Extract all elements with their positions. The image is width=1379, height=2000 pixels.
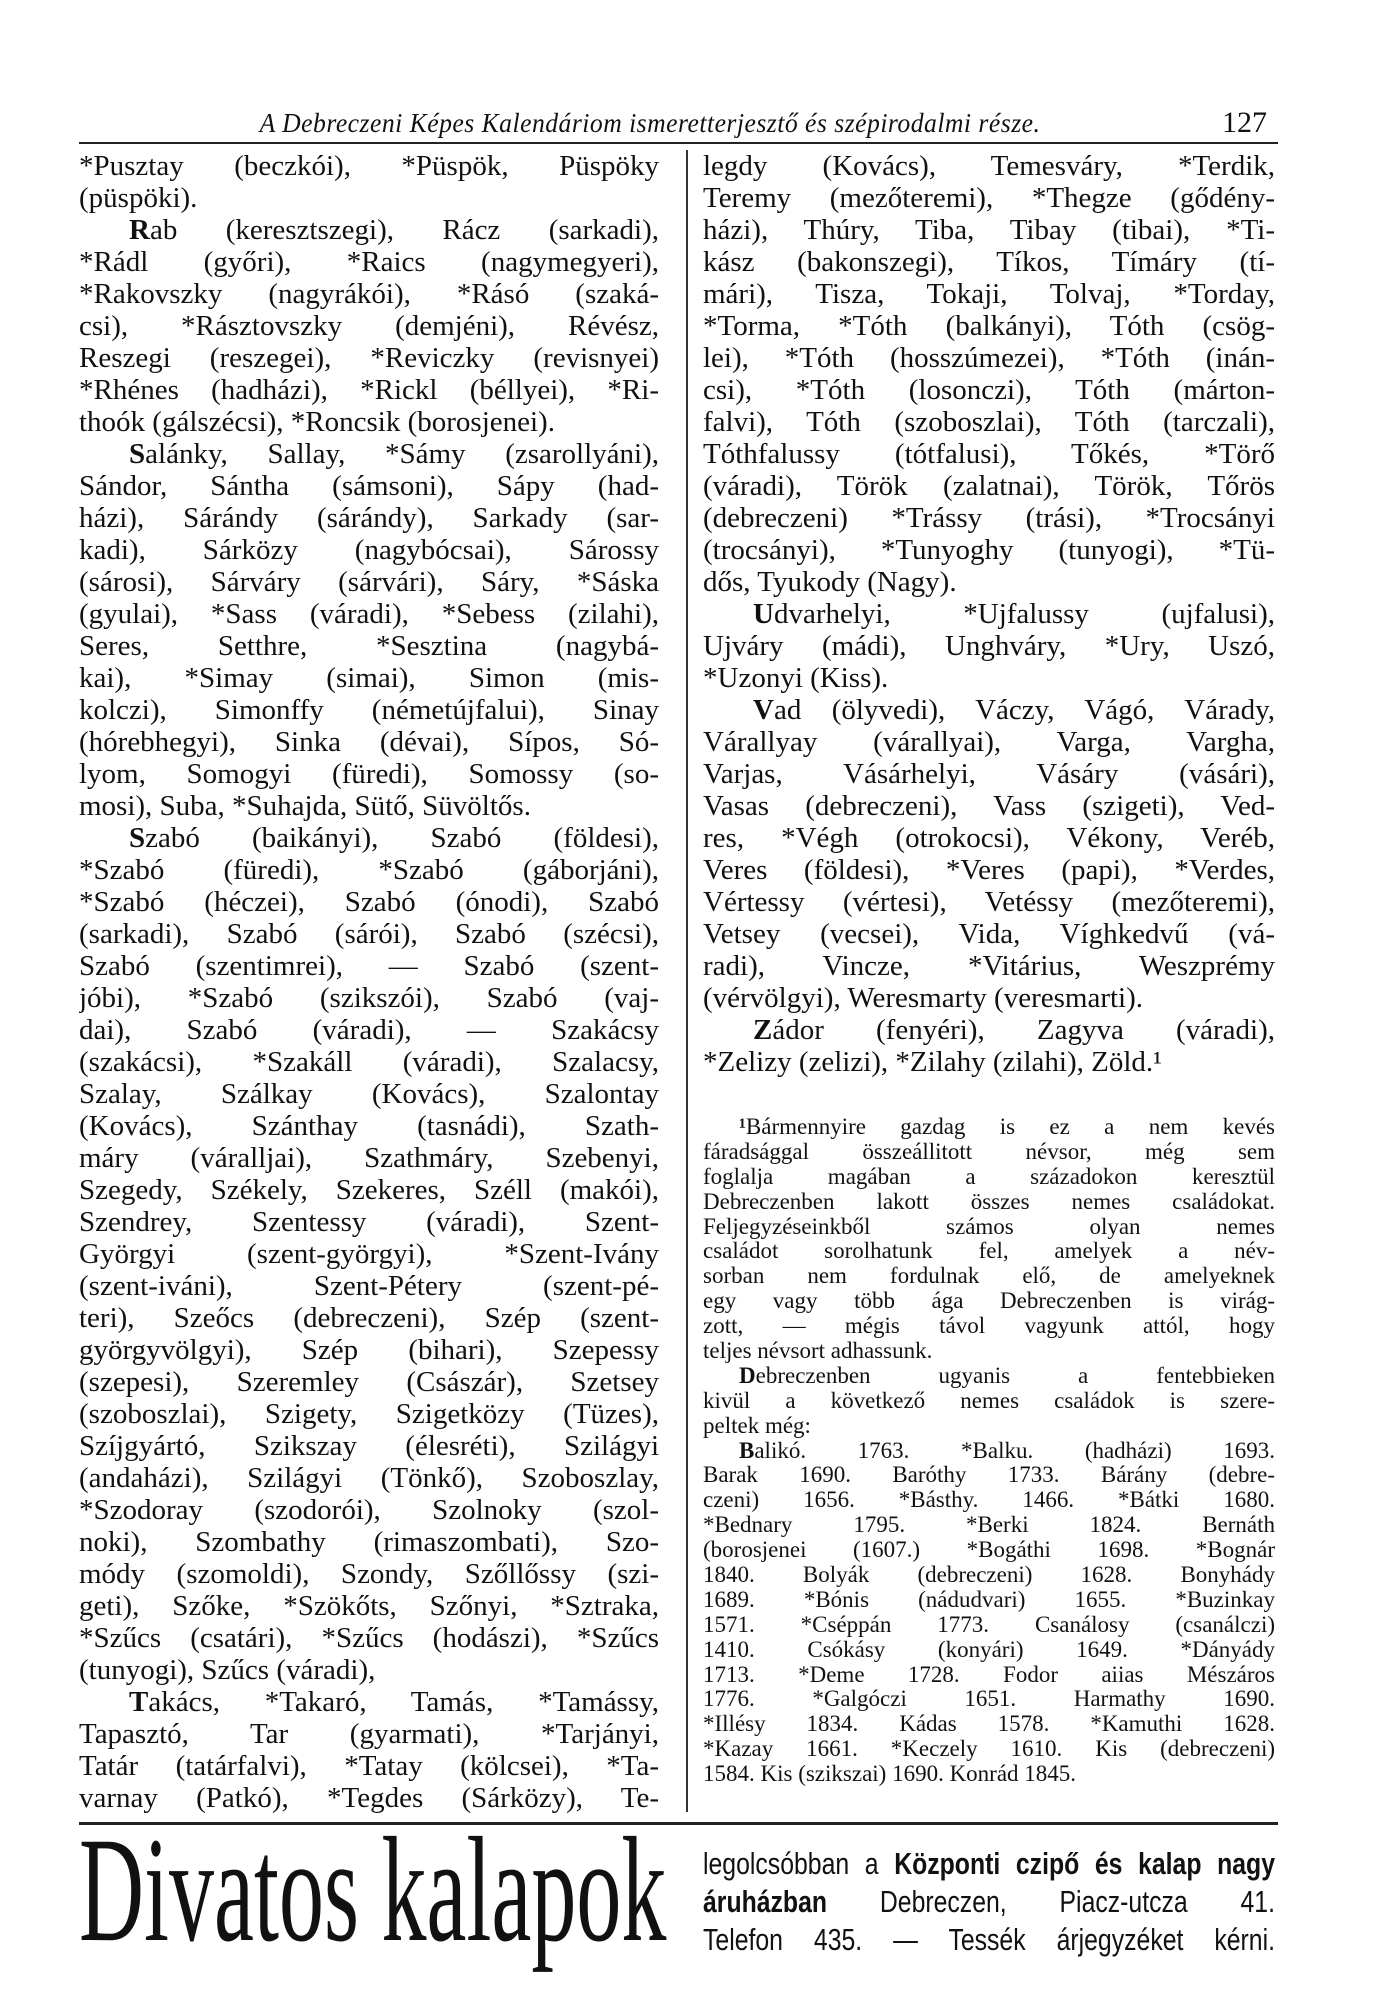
advertisement-text (703, 1845, 1275, 1959)
text-line: *Rhénes (hadházi), *Rickl (béllyei), *Ri- (79, 374, 659, 406)
text-line: Vetsey (vecsei), Vida, Víghkedvű (vá- (703, 918, 1275, 950)
footnote (703, 1115, 1275, 1787)
text-line: 1840. Bolyák (debreczeni) 1628. Bonyhády (703, 1563, 1275, 1588)
text-line: *Rakovszky (nagyrákói), *Rásó (szaká- (79, 278, 659, 310)
text-line: *Szodoray (szodorói), Szolnoky (szol- (79, 1494, 659, 1526)
text-line: peltek még: (703, 1413, 811, 1438)
text-line: *Torma, *Tóth (balkányi), Tóth (csög- (703, 310, 1275, 342)
text-line: thoók (gálszécsi), *Roncsik (borosjenei). (79, 406, 555, 438)
text-line: máry (váralljai), Szathmáry, Szebenyi, (79, 1142, 659, 1174)
text-line: 1584. Kis (szikszai) 1690. Konrád 1845. (703, 1762, 1077, 1787)
right-column (703, 150, 1275, 1078)
text-line: *Szabó (füredi), *Szabó (gáborjáni), (79, 854, 659, 886)
text-line: (borosjenei (1607.) *Bogáthi 1698. *Bognár (703, 1538, 1275, 1563)
text-line: lei), *Tóth (hosszúmezei), *Tóth (inán- (703, 342, 1275, 374)
text-line: Tatár (tatárfalvi), *Tatay (kölcsei), *Ta- (79, 1750, 659, 1782)
ad-store-name: áruházban (703, 1884, 828, 1919)
text-line: házi), Thúry, Tiba, Tibay (tibai), *Ti- (703, 214, 1275, 246)
text-line: 1410. Csókásy (konyári) 1649. *Dányády (703, 1637, 1275, 1662)
text-line: dai), Szabó (váradi), — Szakácsy (79, 1014, 659, 1046)
text-line: (hórebhegyi), Sinka (dévai), Sípos, Só- (79, 726, 659, 758)
advertisement-headline: Divatos kalapok (79, 1807, 667, 1973)
text-line: *Zelizy (zelizi), *Zilahy (zilahi), Zöld.¹ (703, 1046, 1162, 1078)
text-line: (debreczeni) *Trássy (trási), *Trocsányi (703, 502, 1275, 534)
text-line: *Szabó (héczei), Szabó (ónodi), Szabó (79, 886, 659, 918)
text-line: Tóthfalussy (tótfalusi), Tőkés, *Törő (703, 438, 1275, 470)
text-line: sorban nem fordulnak elő, de amelyeknek (703, 1264, 1275, 1289)
text-line: Vasas (debreczeni), Vass (szigeti), Ved- (703, 790, 1275, 822)
text-line: Szabó (szentimrei), — Szabó (szent- (79, 950, 659, 982)
text-line: Reszegi (reszegei), *Reviczky (revisnyei) (79, 342, 659, 374)
text-line: családot sorolhatunk fel, amelyek a név- (703, 1239, 1275, 1264)
text-line: Györgyi (szent-györgyi), *Szent-Ivány (79, 1238, 659, 1270)
text-line: (váradi), Török (zalatnai), Török, Tőrös (703, 470, 1275, 502)
text-line: Szegedy, Székely, Szekeres, Széll (makói), (79, 1174, 659, 1206)
advertisement-line (703, 1921, 1275, 1959)
text-line: (gyulai), *Sass (váradi), *Sebess (zilahi), (79, 598, 659, 630)
text-line: zott, — mégis távol vagyunk attól, hogy (703, 1314, 1275, 1339)
text-line: Balikó. 1763. *Balku. (hadházi) 1693. (739, 1438, 1275, 1463)
text-line: (szent-iváni), Szent-Pétery (szent-pé- (79, 1270, 659, 1302)
ad-phone: Telefon 435. — Tessék árjegyzéket kérni. (703, 1922, 1275, 1957)
text-line: mári), Tisza, Tokaji, Tolvaj, *Torday, (703, 278, 1275, 310)
text-line: (szakácsi), *Szakáll (váradi), Szalacsy, (79, 1046, 659, 1078)
text-line: Varjas, Vásárhelyi, Vásáry (vásári), (703, 758, 1275, 790)
text-line: kivül a következő nemes családok is szere- (703, 1388, 1275, 1413)
text-line: györgyvölgyi), Szép (bihari), Szepessy (79, 1334, 659, 1366)
text-line: Debreczenben lakott összes nemes családokat. (703, 1189, 1275, 1214)
advertisement-line (703, 1845, 1275, 1883)
text-line: geti), Szőke, *Szökőts, Szőnyi, *Sztraka, (79, 1590, 659, 1622)
advertisement-line (703, 1883, 1275, 1921)
text-line: Zádor (fenyéri), Zagyva (váradi), (753, 1014, 1275, 1046)
text-line: Salánky, Sallay, *Sámy (zsarollyáni), (129, 438, 659, 470)
ad-text-part: legolcsóbban a (703, 1846, 879, 1881)
text-line: Szalay, Szálkay (Kovács), Szalontay (79, 1078, 659, 1110)
text-line: Rab (keresztszegi), Rácz (sarkadi), (129, 214, 659, 246)
text-line: (andaházi), Szilágyi (Tönkő), Szoboszlay, (79, 1462, 659, 1494)
text-line: legdy (Kovács), Temesváry, *Terdik, (703, 150, 1275, 182)
text-line: 1689. *Bónis (nádudvari) 1655. *Buzinkay (703, 1587, 1275, 1612)
text-line: Takács, *Takaró, Tamás, *Tamássy, (129, 1686, 659, 1718)
text-line: fáradsággal összeállitott névsor, még sem (703, 1139, 1275, 1164)
text-line: csi), *Tóth (losonczi), Tóth (márton- (703, 374, 1275, 406)
running-header-title: A Debreczeni Képes Kalendáriom ismeretterjesztő és szépirodalmi része. (259, 108, 1041, 138)
text-line: Feljegyzéseinkből számos olyan nemes (703, 1214, 1275, 1239)
text-line: kász (bakonszegi), Tíkos, Tímáry (tí- (703, 246, 1275, 278)
column-divider (686, 150, 688, 1812)
text-line: Debreczenben ugyanis a fentebbieken (739, 1363, 1275, 1388)
text-line: teri), Szeőcs (debreczeni), Szép (szent- (79, 1302, 659, 1334)
text-line: noki), Szombathy (rimaszombati), Szo- (79, 1526, 659, 1558)
text-line: 1571. *Cséppán 1773. Csanálosy (csanálczi) (703, 1612, 1275, 1637)
text-line: Veres (földesi), *Veres (papi), *Verdes, (703, 854, 1275, 886)
text-line: ¹Bármennyire gazdag is ez a nem kevés (739, 1115, 1275, 1139)
text-line: kai), *Simay (simai), Simon (mis- (79, 662, 659, 694)
text-line: mosi), Suba, *Suhajda, Sütő, Süvöltős. (79, 790, 531, 822)
text-line: kolczi), Simonffy (németújfalui), Sinay (79, 694, 659, 726)
left-column (79, 150, 659, 1814)
text-line: Várallyay (várallyai), Varga, Vargha, (703, 726, 1275, 758)
header-rule (79, 142, 1278, 144)
text-line: Tapasztó, Tar (gyarmati), *Tarjányi, (79, 1718, 659, 1750)
text-line: egy vagy több ága Debreczenben is virág- (703, 1289, 1275, 1314)
text-line: falvi), Tóth (szoboszlai), Tóth (tarczali), (703, 406, 1275, 438)
text-line: *Bednary 1795. *Berki 1824. Bernáth (703, 1513, 1275, 1538)
ad-store-name: Központi czipő és kalap nagy (894, 1846, 1275, 1881)
text-line: Udvarhelyi, *Ujfalussy (ujfalusi), (753, 598, 1275, 630)
text-line: *Szűcs (csatári), *Szűcs (hodászi), *Szűcs (79, 1622, 659, 1654)
text-line: foglalja magában a századokon keresztül (703, 1164, 1275, 1189)
text-line: (szepesi), Szeremley (Császár), Szetsey (79, 1366, 659, 1398)
text-line: (vérvölgyi), Weresmarty (veresmarti). (703, 982, 1144, 1014)
text-line: Szendrey, Szentessy (váradi), Szent- (79, 1206, 659, 1238)
text-line: varnay (Patkó), *Tegdes (Sárközy), Te- (79, 1782, 659, 1814)
page-number: 127 (1222, 106, 1267, 139)
text-line: dős, Tyukody (Nagy). (703, 566, 957, 598)
text-line: (sárosi), Sárváry (sárvári), Sáry, *Sáska (79, 566, 659, 598)
text-line: (Kovács), Szánthay (tasnádi), Szath- (79, 1110, 659, 1142)
text-line: (trocsányi), *Tunyoghy (tunyogi), *Tü- (703, 534, 1275, 566)
text-line: lyom, Somogyi (füredi), Somossy (so- (79, 758, 659, 790)
text-line: kadi), Sárközy (nagybócsai), Sárossy (79, 534, 659, 566)
text-line: Szabó (baikányi), Szabó (földesi), (129, 822, 659, 854)
text-line: (tunyogi), Szűcs (váradi), (79, 1654, 376, 1686)
text-line: *Pusztay (beczkói), *Püspök, Püspöky (79, 150, 659, 182)
text-line: Barak 1690. Baróthy 1733. Bárány (debre- (703, 1463, 1275, 1488)
text-line: módy (szomoldi), Szondy, Szőllőssy (szi- (79, 1558, 659, 1590)
text-line: Vértessy (vértesi), Vetéssy (mezőteremi), (703, 886, 1275, 918)
text-line: czeni) 1656. *Básthy. 1466. *Bátki 1680. (703, 1488, 1275, 1513)
text-line: *Rádl (győri), *Raics (nagymegyeri), (79, 246, 659, 278)
text-line: *Kazay 1661. *Keczely 1610. Kis (debreczeni) (703, 1737, 1275, 1762)
text-line: csi), *Rásztovszky (demjéni), Révész, (79, 310, 659, 342)
text-line: (püspöki). (79, 182, 198, 214)
text-line: Szíjgyártó, Szikszay (élesréti), Szilágyi (79, 1430, 659, 1462)
text-line: jóbi), *Szabó (szikszói), Szabó (vaj- (79, 982, 659, 1014)
ad-address: Debreczen, Piacz-utcza 41. (879, 1884, 1275, 1919)
text-line: *Uzonyi (Kiss). (703, 662, 889, 694)
text-line: Sándor, Sántha (sámsoni), Sápy (had- (79, 470, 659, 502)
text-line: (szoboszlai), Szigety, Szigetközy (Tüzes), (79, 1398, 659, 1430)
text-line: Teremy (mezőteremi), *Thegze (gődény- (703, 182, 1275, 214)
text-line: Seres, Setthre, *Sesztina (nagybá- (79, 630, 659, 662)
text-line: (sarkadi), Szabó (sárói), Szabó (szécsi), (79, 918, 659, 950)
text-line: radi), Vincze, *Vitárius, Weszprémy (703, 950, 1275, 982)
text-line: 1776. *Galgóczi 1651. Harmathy 1690. (703, 1687, 1275, 1712)
text-line: Ujváry (mádi), Unghváry, *Ury, Uszó, (703, 630, 1275, 662)
text-line: *Illésy 1834. Kádas 1578. *Kamuthi 1628. (703, 1712, 1275, 1737)
text-line: 1713. *Deme 1728. Fodor aiias Mészáros (703, 1662, 1275, 1687)
text-line: res, *Végh (otrokocsi), Vékony, Veréb, (703, 822, 1275, 854)
text-line: házi), Sárándy (sárándy), Sarkady (sar- (79, 502, 659, 534)
text-line: teljes névsort adhassunk. (703, 1339, 933, 1364)
text-line: Vad (ölyvedi), Váczy, Vágó, Várady, (753, 694, 1275, 726)
